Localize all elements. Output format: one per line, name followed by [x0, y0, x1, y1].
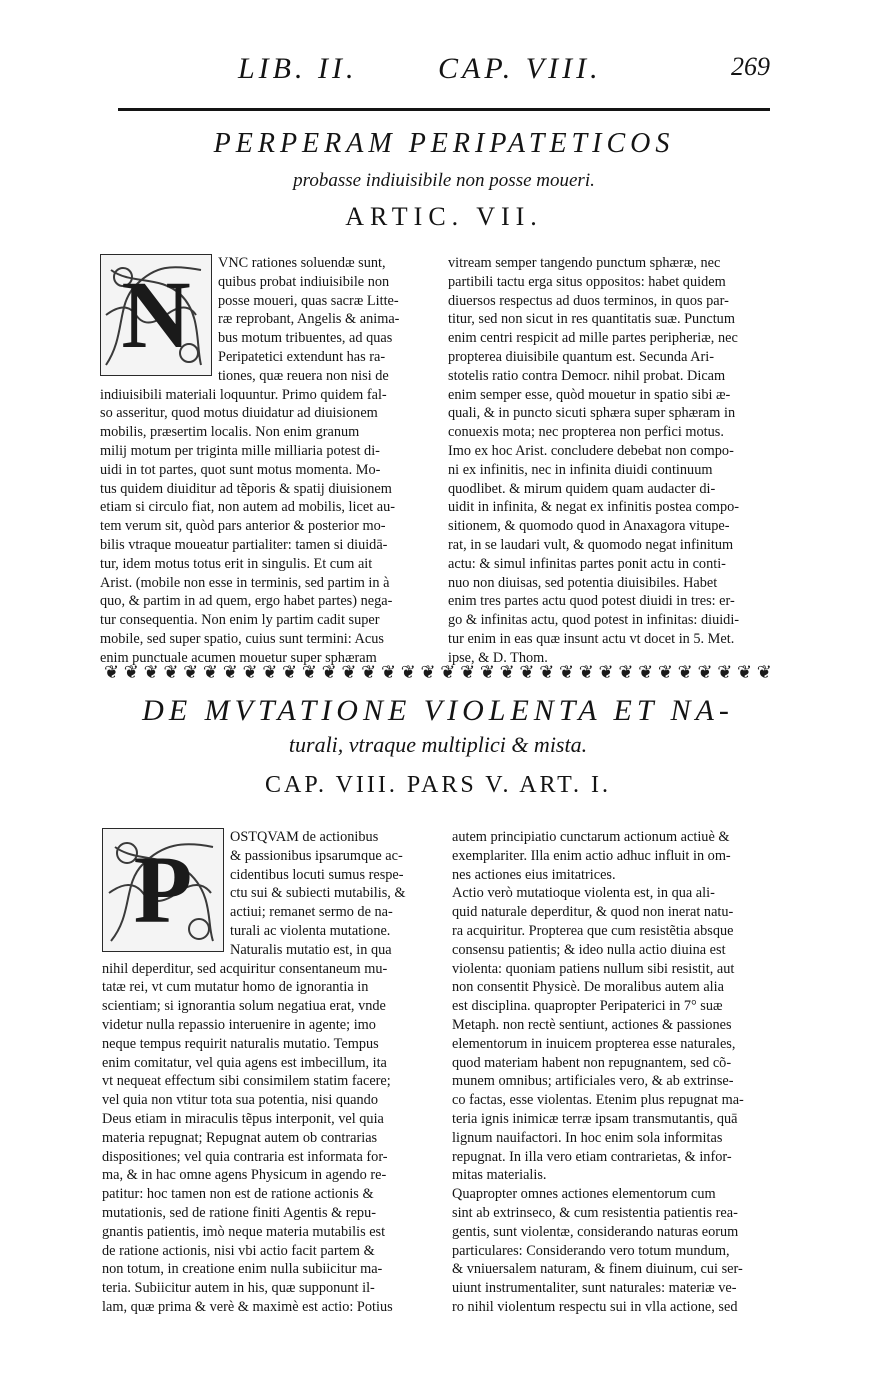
fleuron-icon: ❦ — [341, 662, 357, 682]
text-line: Actio verò mutatioque violenta est, in qua ali- — [452, 885, 715, 902]
fleuron-icon: ❦ — [321, 662, 337, 682]
fleuron-icon: ❦ — [222, 662, 238, 682]
text-line: uidi in tot partes, quot sunt motus momenta. Mo- — [100, 461, 381, 478]
section-1-title: PERPERAM PERIPATETICOS — [213, 128, 675, 159]
section-2-left-column — [102, 828, 434, 1317]
text-line: uidit in infinita, & negat ex infinitis postea compo- — [448, 499, 740, 516]
text-line: particulares: Considerando vero totum mundum, — [452, 1242, 730, 1259]
fleuron-icon: ❦ — [717, 662, 733, 682]
text-line: etiam si circulo fiat, non autem ad mobilis, licet au- — [100, 499, 395, 516]
text-line: enim centri respicit ad mille partes peripheriæ, nec — [448, 330, 738, 347]
text-line: gnantis patientis, imò neque materia mutabilis est — [102, 1223, 386, 1240]
fleuron-icon: ❦ — [143, 662, 159, 682]
text-line: ma, & in hac omne agens Physicum in agendo re- — [102, 1167, 387, 1184]
text-line: VNC rationes soluendæ sunt, — [218, 255, 386, 271]
section-2-chapter-heading: CAP. VIII. PARS V. ART. I. — [265, 772, 611, 798]
text-line: uiunt instrumentaliter, sunt naturales: materiæ ve- — [452, 1280, 737, 1297]
section-1-right-column — [448, 254, 774, 668]
text-line: vel quia non vtitur tota sua potentia, nisi quando — [102, 1092, 378, 1109]
fleuron-icon: ❦ — [440, 662, 456, 682]
text-line: actu: & simul infinitas partes ponit actu in conti- — [448, 555, 726, 572]
text-line: enim tres partes actu quod potest diuidi in tres: er- — [448, 593, 735, 610]
fleuron-icon: ❦ — [697, 662, 713, 682]
text-line: non consentit Physicè. De moralibus autem alia — [452, 979, 724, 996]
text-line: repugnat. In illa vero etiam contrarietas, & infor- — [452, 1148, 732, 1165]
fleuron-icon: ❦ — [499, 662, 515, 682]
fleuron-icon: ❦ — [183, 662, 199, 682]
fleuron-icon: ❦ — [598, 662, 614, 682]
text-line: milij motum per triginta mille milliaria potest di- — [100, 442, 380, 459]
text-line: nuo non diuisas, sed potentia diuisibiles. Habet — [448, 574, 718, 591]
text-line: Imo ex hoc Arist. concludere debebat non compo- — [448, 442, 734, 459]
fleuron-icon: ❦ — [123, 662, 139, 682]
text-line: quod materiam habent non repugnantem, sed cõ- — [452, 1054, 732, 1071]
text-line: & vniuersalem naturam, & finem diuinum, cui ser- — [452, 1261, 743, 1278]
text-line: est disciplina. quapropter Peripaterici in 7° suæ — [452, 998, 723, 1015]
text-line: OSTQVAM de actionibus — [230, 829, 379, 845]
text-line: rat, in se laudari vult, & quomodo negat infinitum — [448, 536, 734, 553]
text-line: violenta: quoniam patiens nullum sibi resistit, aut — [452, 960, 735, 977]
text-line: vitream semper tangendo punctum sphæræ, nec — [448, 255, 721, 271]
fleuron-icon: ❦ — [657, 662, 673, 682]
text-line: propterea diuisibile quantum est. Secunda Ari- — [448, 348, 715, 365]
fleuron-icon: ❦ — [519, 662, 535, 682]
text-line: quodlibet. & mirum quidem quam audacter di- — [448, 480, 716, 497]
text-line: quid naturale deperditur, & quod non inerat natu- — [452, 904, 734, 921]
running-head — [118, 52, 770, 92]
fleuron-icon: ❦ — [400, 662, 416, 682]
fleuron-icon: ❦ — [539, 662, 555, 682]
text-line: turali ac violenta mutatione. — [230, 922, 391, 939]
text-line: exemplariter. Illa enim actio adhuc influit in om- — [452, 847, 731, 864]
text-line: tur consequentia. Non enim ly partim cadit super — [100, 612, 380, 629]
text-line: gentis, sunt violentæ, considerando naturas eorum — [452, 1223, 739, 1240]
text-line: bilis vtraque moueatur partialiter: tamen si diuidā- — [100, 536, 388, 553]
text-line: videtur nulla repassio interuenire in agente; imo — [102, 1016, 376, 1033]
text-line: diuersos respectus ad duos terminos, in quos par- — [448, 292, 729, 309]
text-line: tem verum sit, quòd pars anterior & posterior mo- — [100, 518, 386, 535]
initial-letter: P — [133, 836, 193, 943]
fleuron-icon: ❦ — [737, 662, 753, 682]
text-line: Naturalis mutatio est, in qua — [230, 941, 392, 958]
text-line: patitur: hoc tamen non est de ratione actionis & — [102, 1186, 374, 1203]
text-line: enim punctuale acumen mouetur super sphæram — [100, 649, 377, 666]
text-line: dispositiones; vel quia contraria est informata for- — [102, 1148, 388, 1165]
text-line: posse moueri, quas sacræ Litte- — [218, 292, 399, 309]
text-line: ro nihil violentum respectu sui in vlla actione, sed — [452, 1298, 738, 1315]
text-line: actiui; remanet sermo de na- — [230, 904, 393, 921]
text-line: neque tempus requirit naturalis mutatio. Tempus — [102, 1035, 379, 1052]
text-line: ctu sui & subiecti mutabilis, & — [230, 885, 406, 902]
initial-letter: N — [121, 261, 191, 368]
text-line: elementorum in inuicem propterea esse naturales, — [452, 1035, 736, 1052]
text-line: enim semper esse, quòd mouetur in spatio sibi æ- — [448, 386, 731, 403]
text-line: bus motum tribuentes, ad quas — [218, 330, 393, 347]
fleuron-icon: ❦ — [361, 662, 377, 682]
text-line: quo, & partim in ad quem, ergo habet partes) nega- — [100, 593, 393, 610]
text-line: mitas materialis. — [452, 1167, 547, 1184]
fleuron-icon: ❦ — [420, 662, 436, 682]
fleuron-icon: ❦ — [578, 662, 594, 682]
section-1-subtitle: probasse indiuisibile non posse moueri. — [293, 170, 595, 191]
text-line: partibili tactu erga situs oppositos: habet quidem — [448, 273, 726, 290]
fleuron-icon: ❦ — [479, 662, 495, 682]
section-2-title: DE MVTATIONE VIOLENTA ET NA- — [142, 694, 734, 727]
text-line: nihil deperditur, sed acquiritur consentaneum mu- — [102, 960, 388, 977]
text-line: Deus etiam in miraculis tẽpus interponit, vel quia — [102, 1110, 384, 1127]
text-line: Metaph. non rectè sentiunt, actiones & passiones — [452, 1016, 732, 1033]
header-rule — [118, 108, 770, 111]
text-line: munem omnibus; artificiales vero, & ab extrinse- — [452, 1073, 734, 1090]
section-2-subtitle: turali, vtraque multiplici & mista. — [288, 732, 588, 757]
text-line: titur, sed non sicut in res quantitatis suæ. Punctum — [448, 311, 735, 328]
ornament-border — [104, 660, 772, 684]
text-line: ræ reprobant, Angelis & anima- — [218, 311, 400, 328]
running-head-chapter: CAP. VIII. — [438, 52, 602, 85]
section-1-article-heading: ARTIC. VII. — [345, 202, 543, 231]
text-line: quali, & in puncto sicuti sphæra super sphæram in — [448, 405, 736, 422]
text-line: mobile, sed super spatio, cuius sunt termini: Acus — [100, 630, 384, 647]
running-head-book: LIB. II. — [238, 52, 358, 85]
fleuron-icon: ❦ — [163, 662, 179, 682]
text-line: quibus probat indiuisibile non — [218, 273, 390, 290]
text-line: tiones, quæ reuera non nisi de — [218, 367, 389, 384]
text-line: vt nequeat effectum sibi consimilem statim facere; — [102, 1073, 391, 1090]
text-line: nes actiones eius imitatrices. — [452, 866, 616, 883]
text-line: mobilis, præsertim localis. Non enim granum — [100, 424, 360, 441]
text-line: tur enim in eas quæ insunt actu vt docet in 5. Met. — [448, 630, 735, 647]
fleuron-icon: ❦ — [460, 662, 476, 682]
text-line: Arist. (mobile non esse in terminis, sed partim in à — [100, 574, 390, 591]
fleuron-icon: ❦ — [380, 662, 397, 682]
text-line: ipse, & D. Thom. — [448, 649, 548, 666]
text-line: autem principiatio cunctarum actionum actiuè & — [452, 829, 730, 845]
section-1-left-column — [100, 254, 428, 668]
text-line: tur, idem motus totus erit in singulis. Et cum ait — [100, 555, 373, 572]
fleuron-icon: ❦ — [618, 662, 634, 682]
text-line: teria. Subiicitur autem in his, quæ supponunt il- — [102, 1280, 375, 1297]
page-number: 269 — [731, 52, 770, 81]
text-line: stotelis ratio contra Democr. nihil probat. Dicam — [448, 367, 726, 384]
text-line: scientiam; si ignorantia solum negatiua erat, vnde — [102, 998, 386, 1015]
fleuron-icon: ❦ — [301, 662, 317, 682]
text-line: tatæ rei, vt cum mutatur homo de ignorantia in — [102, 979, 369, 996]
text-line: ra acquiritur. Propterea que cum resistẽtia absque — [452, 922, 734, 939]
text-line: mutationis, sed de ratione finiti Agentis & repu- — [102, 1204, 376, 1221]
section-2-right-column — [452, 828, 774, 1317]
fleuron-icon: ❦ — [558, 662, 575, 682]
fleuron-icon: ❦ — [262, 662, 278, 682]
fleuron-icon: ❦ — [282, 662, 298, 682]
fleuron-icon: ❦ — [104, 662, 120, 682]
text-line: go & infinitas actu, quod potest in infinitas: diuidi- — [448, 612, 740, 629]
text-line: non totum, in creatione enim nulla subiicitur ma- — [102, 1261, 383, 1278]
text-line: sint ab extrinseco, & cum resistentia patientis rea- — [452, 1204, 738, 1221]
text-line: cidentibus locuti sumus respe- — [230, 866, 404, 883]
text-line: consensu patientis; & ideo nulla actio diuina est — [452, 941, 726, 958]
text-line: ni ex infinitis, nec in infinita diuidi continuum — [448, 461, 713, 478]
text-line: & passionibus ipsarumque ac- — [230, 847, 403, 864]
fleuron-icon: ❦ — [677, 662, 693, 682]
text-line: lam, quæ prima & verè & maximè est actio: Potius — [102, 1298, 393, 1315]
fleuron-icon: ❦ — [638, 662, 654, 682]
text-line: de ratione actionis, nisi vbi actio facit partem & — [102, 1242, 375, 1259]
fleuron-icon: ❦ — [202, 662, 218, 682]
text-line: indiuisibili materiali loquuntur. Primo quidem fal- — [100, 386, 387, 403]
text-line: Peripatetici extendunt has ra- — [218, 348, 386, 365]
text-line: conuexis mota; nec propterea non perfici motus. — [448, 424, 724, 441]
text-line: tus quidem diuiditur ad tẽporis & spatij diuisionem — [100, 480, 392, 497]
text-line: so asseritur, quod motus diuidatur ad diuisionem — [100, 405, 378, 422]
text-line: lignum nauifactori. In hoc enim sola informitas — [452, 1129, 723, 1146]
text-line: teria ignis inimicæ terræ ipsam transmutantis, quā — [452, 1110, 738, 1127]
text-line: co factas, esse violentas. Etenim plus repugnat ma- — [452, 1092, 744, 1109]
text-line: sitionem, & quomodo quod in Anaxagora vitupe- — [448, 518, 730, 535]
text-line: enim comitatur, vel quia agens est imbecillum, ita — [102, 1054, 387, 1071]
fleuron-icon: ❦ — [756, 662, 772, 682]
text-line: materia repugnat; Repugnat autem ob contrarias — [102, 1129, 378, 1146]
text-line: Quapropter omnes actiones elementorum cum — [452, 1186, 716, 1203]
fleuron-icon: ❦ — [242, 662, 258, 682]
